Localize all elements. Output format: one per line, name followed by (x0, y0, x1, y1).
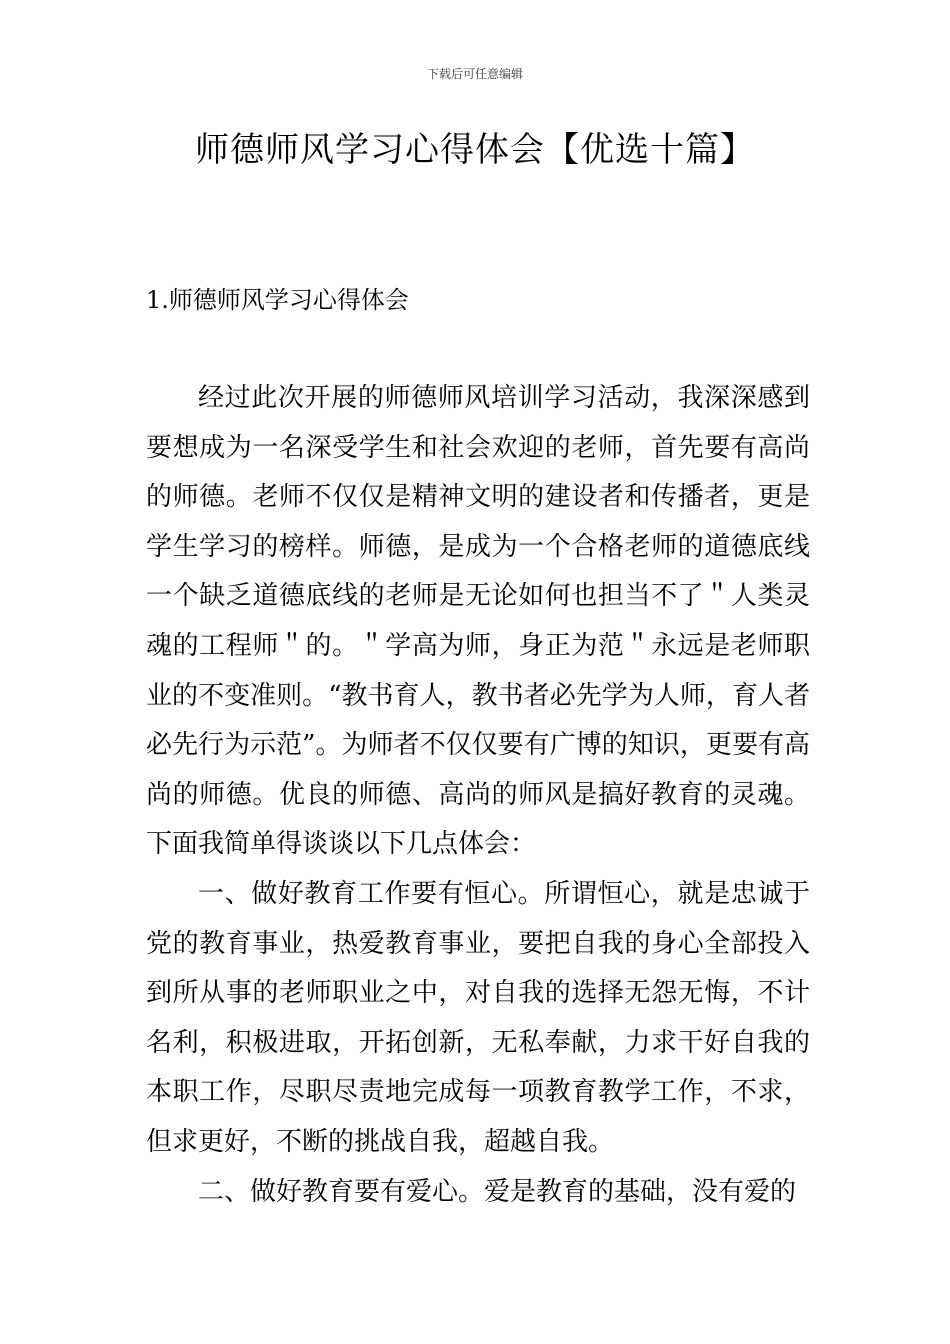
paragraph-intro: 经过此次开展的师德师风培训学习活动，我深深感到要想成为一名深受学生和社会欢迎的老师，首先要有高尚的师德。老师不仅仅是精神文明的建设者和传播者，更是学生学习的榜样。师德，是成为一个合格老师的道德底线一个缺乏道德底线的老师是无论如何也担当不了＂人类灵魂的工程师＂的。＂学高为师，身正为范＂永远是老师职业的不变准则。“教书育人，教书者必先学为人师，育人者必先行为示范”。为师者不仅仅要有广博的知识，更要有高尚的师德。优良的师德、高尚的师风是搞好教育的灵魂。下面我简单得谈谈以下几点体会： (146, 383, 810, 860)
paragraph-point-two: 二、做好教育要有爱心。爱是教育的基础，没有爱的 (198, 1176, 797, 1207)
header-note: 下载后可任意编辑 (426, 67, 523, 81)
document-body (146, 374, 810, 1217)
section-heading: 1.师德师风学习心得体会 (146, 286, 409, 314)
document-title: 师德师风学习心得体会【优选十篇】 (195, 130, 755, 170)
paragraph-point-one: 一、做好教育工作要有恒心。所谓恒心，就是忠诚于党的教育事业，热爱教育事业，要把自我的身心全部投入到所从事的老师职业之中，对自我的选择无怨无悔，不计名利，积极进取，开拓创新，无私奉献，力求干好自我的本职工作，尽职尽责地完成每一项教育教学工作，不求，但求更好，不断的挑战自我，超越自我。 (146, 878, 810, 1157)
